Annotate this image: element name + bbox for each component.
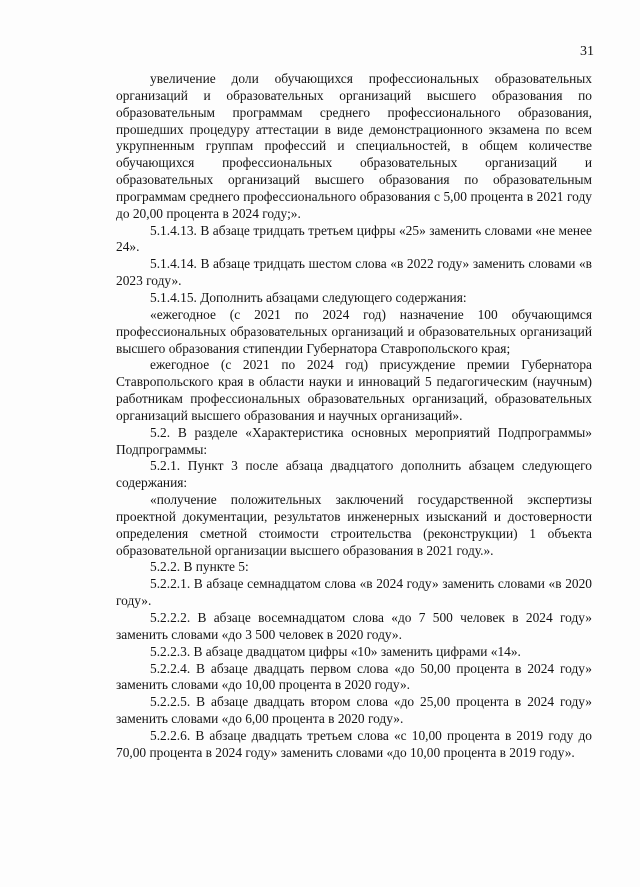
paragraph: «ежегодное (с 2021 по 2024 год) назначение 100 обучающимся профессиональных образовательных организаций и образовательных организаций высшего образования стипендии Губернатора Ставропольского края; — [116, 306, 592, 356]
paragraph: «получение положительных заключений государственной экспертизы проектной документации, результатов инженерных изысканий и достоверности определения сметной стоимости строительства (реконструкции) 1 объекта образовательной организации высшего образования в 2021 году.». — [116, 492, 592, 558]
document-body — [116, 71, 592, 762]
paragraph: 5.2.1. Пункт 3 после абзаца двадцатого дополнить абзацем следующего содержания: — [116, 458, 592, 491]
paragraph: 5.2.2.1. В абзаце семнадцатом слова «в 2024 году» заменить словами «в 2020 году». — [116, 576, 592, 609]
paragraph: 5.2.2.4. В абзаце двадцать первом слова «до 50,00 процента в 2024 году» заменить словами «до 10,00 процента в 2020 году». — [116, 660, 592, 693]
paragraph: 5.2. В разделе «Характеристика основных мероприятий Подпрограммы» Подпрограммы: — [116, 424, 592, 457]
paragraph: 5.2.2. В пункте 5: — [150, 559, 249, 575]
paragraph: 5.2.2.2. В абзаце восемнадцатом слова «до 7 500 человек в 2024 году» заменить словами «до 3 500 человек в 2020 году». — [116, 610, 592, 642]
paragraph: 5.1.4.14. В абзаце тридцать шестом слова «в 2022 году» заменить словами «в 2023 году». — [116, 256, 592, 289]
paragraph: 5.2.2.6. В абзаце двадцать третьем слова «с 10,00 процента в 2019 году до 70,00 процента в 2024 году» заменить словами «до 10,00 процента в 2019 году». — [116, 727, 592, 760]
page-number: 31 — [580, 44, 594, 59]
paragraph: 5.1.4.15. Дополнить абзацами следующего содержания: — [150, 289, 467, 305]
paragraph: 5.2.2.3. В абзаце двадцатом цифры «10» заменить цифрами «14». — [150, 643, 521, 659]
paragraph: 5.1.4.13. В абзаце тридцать третьем цифры «25» заменить словами «не менее 24». — [116, 222, 592, 255]
paragraph: 5.2.2.5. В абзаце двадцать втором слова «до 25,00 процента в 2024 году» заменить словами «до 6,00 процента в 2020 году». — [116, 694, 592, 727]
paragraph: ежегодное (с 2021 по 2024 год) присуждение премии Губернатора Ставропольского края в области науки и инноваций 5 педагогическим (научным) работникам профессиональных образовательных организаций, образовательных организаций высшего образования и научных организаций». — [116, 357, 592, 423]
paragraph: увеличение доли обучающихся профессиональных образовательных организаций и образовательных организаций высшего образования по образовательным программам среднего профессионального образования, прошедших процедуру аттестации в виде демонстрационного экзамена по всем укрупненным группам профессий и специальностей, в общем количестве обучающихся профессиональных образовательных организаций и образовательных организаций высшего образования по образовательным программам среднего профессионального образования с 5,00 процента в 2021 году до 20,00 процента в 2024 году;». — [116, 71, 592, 221]
